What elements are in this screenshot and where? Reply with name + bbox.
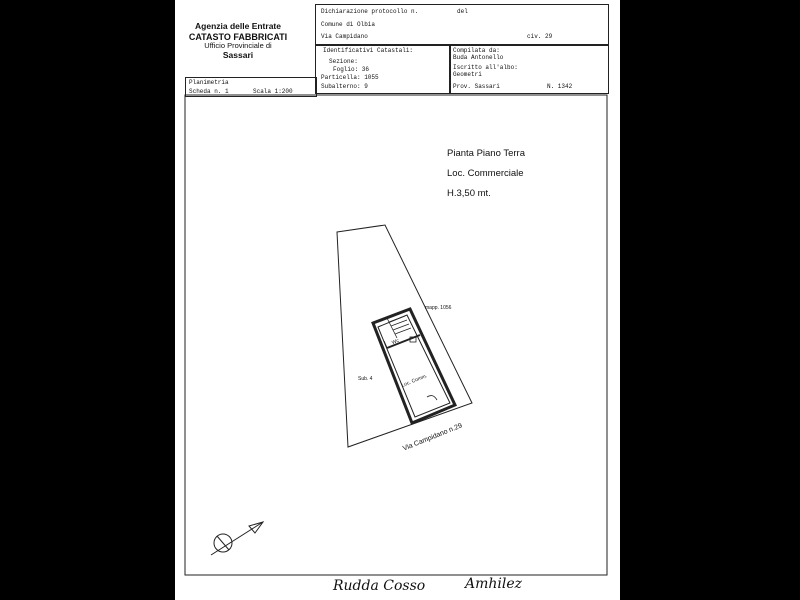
protocol-label: Dichiarazione protocollo n. xyxy=(321,8,419,15)
compiler-label: Compilata da: xyxy=(453,47,500,54)
height-label: H.3,50 mt. xyxy=(447,188,491,199)
plan-label: Planimetria xyxy=(189,79,229,86)
street-label: Via Campidano n.29 xyxy=(401,422,464,453)
signature-1: Rudda Cosso xyxy=(333,578,426,594)
albo-label: Iscritto all'albo: xyxy=(453,64,518,71)
north-arrow-icon xyxy=(211,522,263,555)
lot-outline xyxy=(337,225,472,447)
via: Via Campidano xyxy=(321,33,368,40)
del-label: del xyxy=(457,8,468,15)
comune: Comune di Olbia xyxy=(321,21,376,28)
scheda: Scheda n. 1 xyxy=(189,88,229,95)
room-label: Loc. Comm. xyxy=(400,373,429,389)
compiler-name: Buda Antonello xyxy=(453,54,504,61)
foglio: Foglio: 36 xyxy=(333,66,370,73)
sezione: Sezione: xyxy=(329,58,358,65)
scala: Scala 1:200 xyxy=(253,88,293,95)
floor-plan-drawing xyxy=(175,0,620,600)
signature-2: Amhilez xyxy=(465,576,523,592)
office-label: Ufficio Provinciale di xyxy=(204,41,272,51)
sub-label: Sub. 4 xyxy=(358,376,373,382)
office-city: Sassari xyxy=(222,49,254,60)
plan-title: Pianta Piano Terra xyxy=(447,148,525,159)
identifiers-title: Identificativi Catastali: xyxy=(323,47,414,54)
subalterno: Subalterno: 9 xyxy=(321,83,368,90)
mapp-label: mapp. 1056 xyxy=(425,305,452,311)
particella: Particella: 1055 xyxy=(321,74,379,81)
albo: Geometri xyxy=(453,71,482,78)
civ: civ. 29 xyxy=(527,33,553,40)
use-label: Loc. Commerciale xyxy=(447,168,524,179)
catasto-title: CATASTO FABBRICATI xyxy=(188,31,288,42)
door-swing xyxy=(427,396,437,400)
cadastral-sheet xyxy=(175,0,620,600)
register-number: N. 1342 xyxy=(547,83,573,90)
wc-label: Wc xyxy=(391,337,401,347)
stairs xyxy=(387,316,411,338)
prov: Prov. Sassari xyxy=(453,83,500,90)
agency-name: Agenzia delle Entrate xyxy=(195,21,281,31)
drawing-frame xyxy=(185,95,607,575)
